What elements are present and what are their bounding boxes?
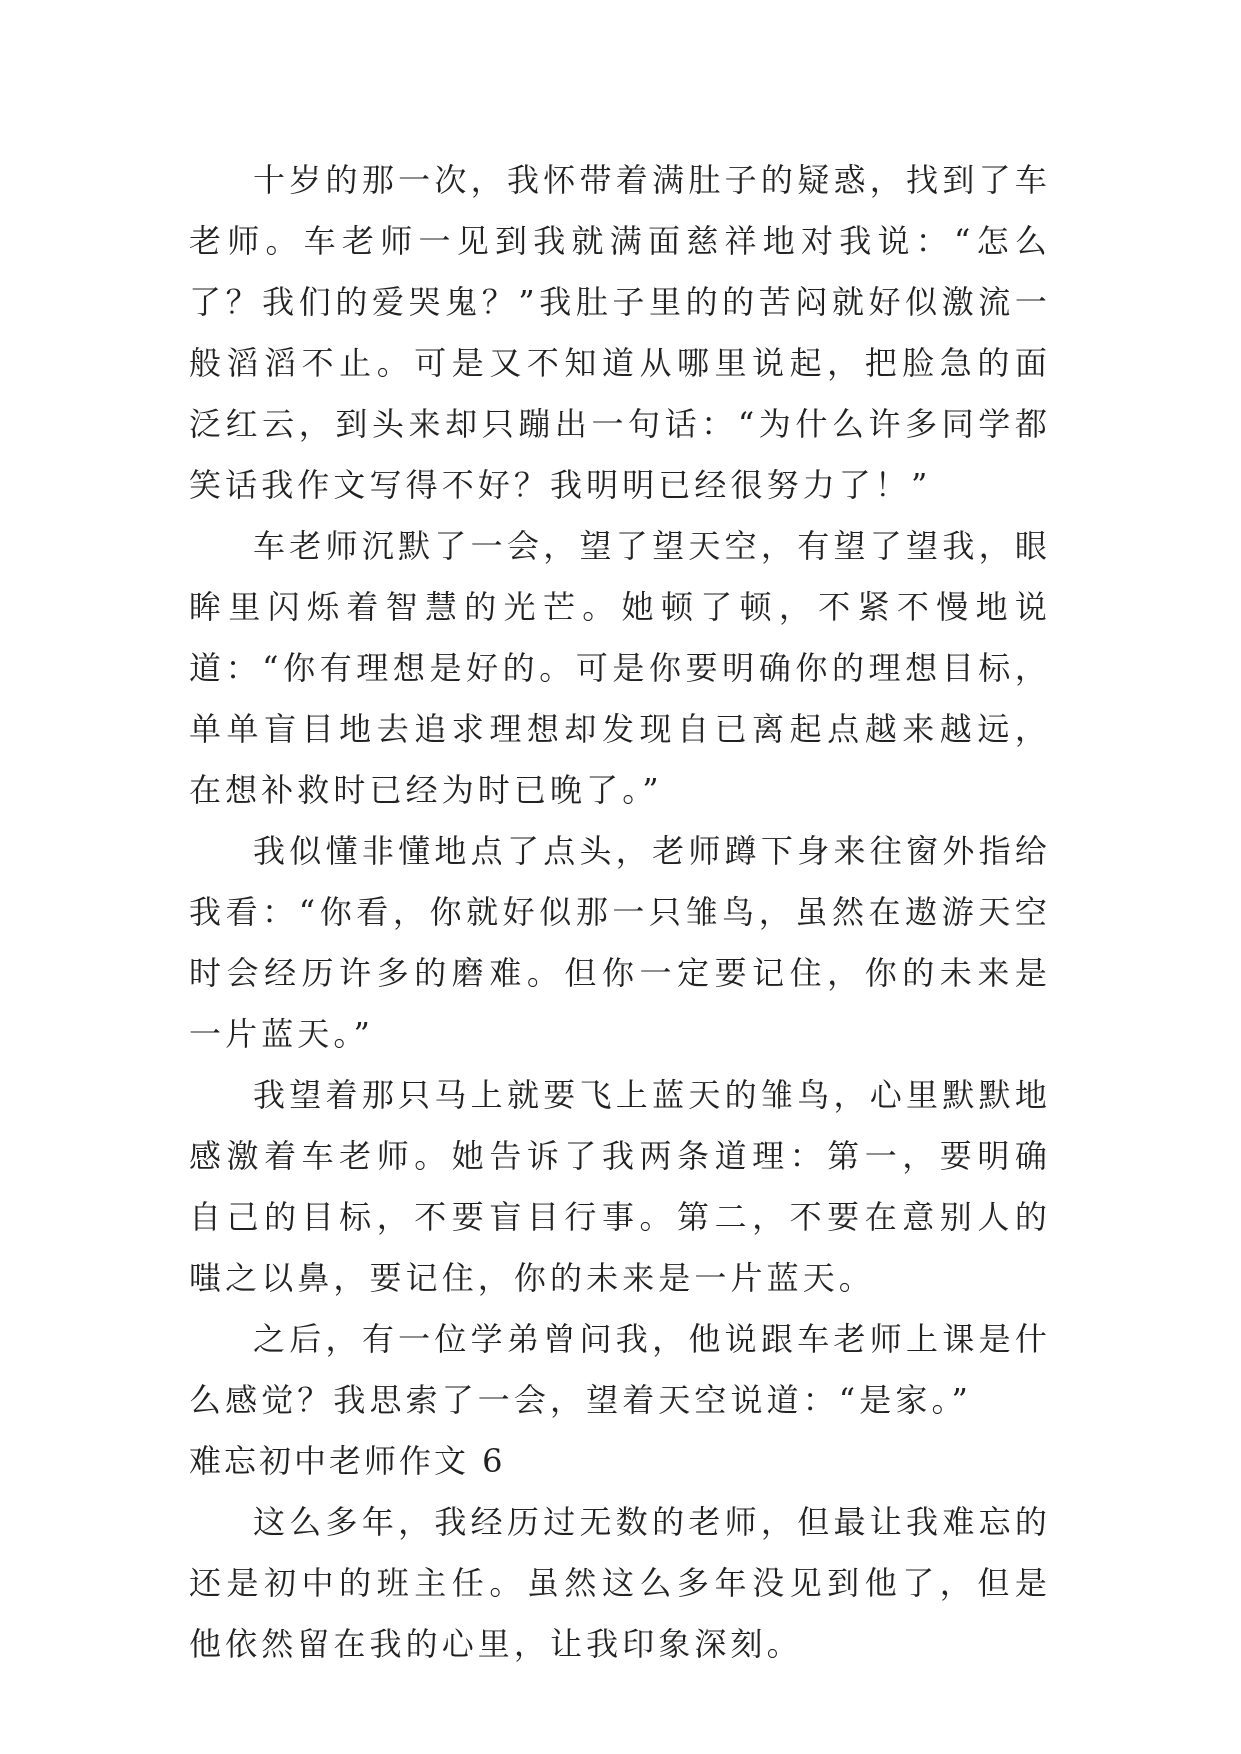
section-title: 难忘初中老师作文 6 [189, 1442, 506, 1480]
paragraph: 之后，有一位学弟曾问我，他说跟车老师上课是什么感觉？我思索了一会，望着天空说道：“是家。” [189, 1320, 1051, 1419]
paragraph: 我望着那只马上就要飞上蓝天的雏鸟，心里默默地感激着车老师。她告诉了我两条道理：第一，要明确自己的目标，不要盲目行事。第二，不要在意别人的嗤之以鼻，要记住，你的未来是一片蓝天。 [189, 1076, 1051, 1297]
document-page [189, 150, 1051, 1675]
paragraph: 十岁的那一次，我怀带着满肚子的疑惑，找到了车老师。车老师一见到我就满面慈祥地对我说：“怎么了？我们的爱哭鬼？”我肚子里的的苦闷就好似激流一般滔滔不止。可是又不知道从哪里说起，把脸急的面泛红云，到头来却只蹦出一句话：“为什么许多同学都笑话我作文写得不好？我明明已经很努力了！” [189, 161, 1051, 504]
paragraph: 车老师沉默了一会，望了望天空，有望了望我，眼眸里闪烁着智慧的光芒。她顿了顿，不紧不慢地说道：“你有理想是好的。可是你要明确你的理想目标，单单盲目地去追求理想却发现自已离起点越来越远，在想补救时已经为时已晚了。” [189, 527, 1051, 809]
paragraph: 我似懂非懂地点了点头，老师蹲下身来往窗外指给我看：“你看，你就好似那一只雏鸟，虽然在遨游天空时会经历许多的磨难。但你一定要记住，你的未来是一片蓝天。” [189, 832, 1051, 1053]
paragraph: 这么多年，我经历过无数的老师，但最让我难忘的还是初中的班主任。虽然这么多年没见到他了，但是他依然留在我的心里，让我印象深刻。 [189, 1503, 1051, 1663]
